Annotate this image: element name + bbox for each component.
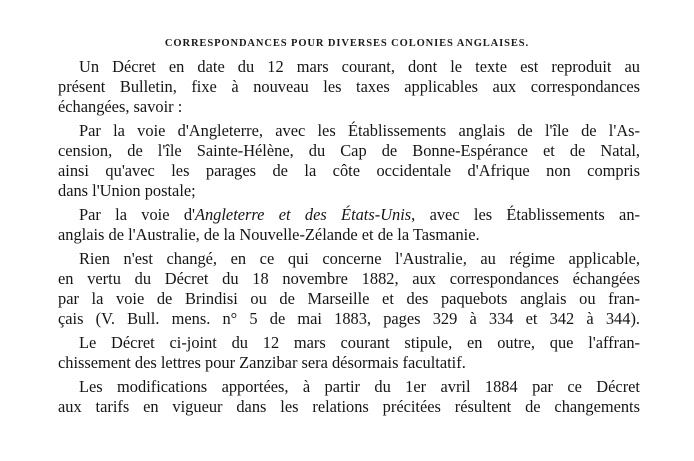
paragraph-line: Par la voie d'Angleterre, avec les Établissements anglais de l'île de l'As- <box>79 121 640 140</box>
running-header: CORRESPONDANCES POUR DIVERSES COLONIES ANGLAISES. <box>164 38 530 49</box>
paragraph-line: aux tarifs en vigueur dans les relations précitées résultent de changements <box>58 397 640 416</box>
paragraph-line <box>58 205 640 225</box>
paragraph-line: çais (V. Bull. mens. n° 5 de mai 1883, pages 329 à 334 et 342 à 344). <box>58 309 640 328</box>
paragraph-line: dans l'Union postale; <box>58 181 196 200</box>
paragraph-line: présent Bulletin, fixe à nouveau les taxes applicables aux correspondances <box>58 77 640 96</box>
paragraph-line: par la voie de Brindisi ou de Marseille et des paquebots anglais ou fran- <box>58 289 640 308</box>
paragraph-line: ainsi qu'avec les parages de la côte occidentale d'Afrique non compris <box>58 161 640 180</box>
paragraph-line: Les modifications apportées, à partir du 1er avril 1884 par ce Décret <box>79 377 640 396</box>
paragraph-line: cension, de l'île Sainte-Hélène, du Cap de Bonne-Espérance et de Natal, <box>58 141 640 160</box>
italic-route: Angleterre et des États-Unis <box>194 205 412 224</box>
paragraph-line: anglais de l'Australie, de la Nouvelle-Zélande et de la Tasmanie. <box>58 225 480 244</box>
line-lead: Par la voie d' <box>79 205 195 224</box>
line-tail: , avec les Établissements an- <box>411 205 640 224</box>
paragraph-line: Un Décret en date du 12 mars courant, dont le texte est reproduit au <box>79 57 640 76</box>
paragraph-line: chissement des lettres pour Zanzibar sera désormais facultatif. <box>58 353 466 372</box>
paragraph-line: échangées, savoir : <box>58 97 183 116</box>
paragraph-line: en vertu du Décret du 18 novembre 1882, aux correspondances échangées <box>58 269 640 288</box>
paragraph-line: Rien n'est changé, en ce qui concerne l'Australie, au régime applicable, <box>79 249 640 268</box>
paragraph-line: Le Décret ci-joint du 12 mars courant stipule, en outre, que l'affran- <box>79 333 640 352</box>
